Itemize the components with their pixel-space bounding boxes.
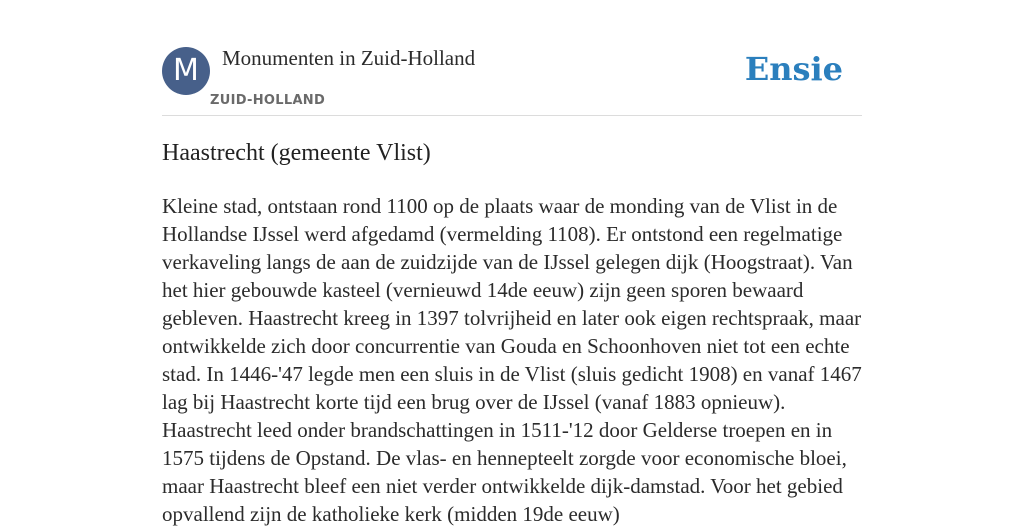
category-link[interactable]: ZUID-HOLLAND bbox=[210, 93, 326, 108]
book-title-link[interactable]: Monumenten in Zuid-Holland bbox=[222, 46, 476, 70]
ensie-logo-link[interactable]: Ensie bbox=[744, 50, 843, 88]
entry-body: Kleine stad, ontstaan rond 1100 op de plaats waar de monding van de Vlist in de Hollandse IJssel werd afgedamd (vermelding 1108). Er ontstond een regelmatige verkaveling langs de aan de zuidzijde van de IJssel gelegen dijk (Hoogstraat). Van het hier gebouwde kasteel (vernieuwd 14de eeuw) zijn geen sporen bewaard gebleven. Haastrecht kreeg in 1397 tolvrijheid en later ook eigen rechtspraak, maar ontwikkelde zich door concurrentie van Gouda en Schoonhoven niet tot een echte stad. In 1446-'47 legde men een sluis in de Vlist (sluis gedicht 1908) en vanaf 1467 lag bij Haastrecht korte tijd een brug over de IJssel (vanaf 1883 opnieuw). Haastrecht leed onder brandschattingen in 1511-'12 door Gelderse troepen en in 1575 tijdens de Opstand. De vlas- en hennepteelt zorgde voor economische bloei, maar Haastrecht bleef een niet verder ontwikkelde dijk-damstad. Voor het gebied opvallend zijn de katholieke kerk (midden 19de eeuw) bbox=[162, 194, 862, 526]
entry-title: Haastrecht (gemeente Vlist) bbox=[162, 140, 431, 166]
avatar[interactable]: M bbox=[162, 47, 210, 95]
divider bbox=[162, 115, 862, 116]
book-header bbox=[162, 46, 862, 116]
